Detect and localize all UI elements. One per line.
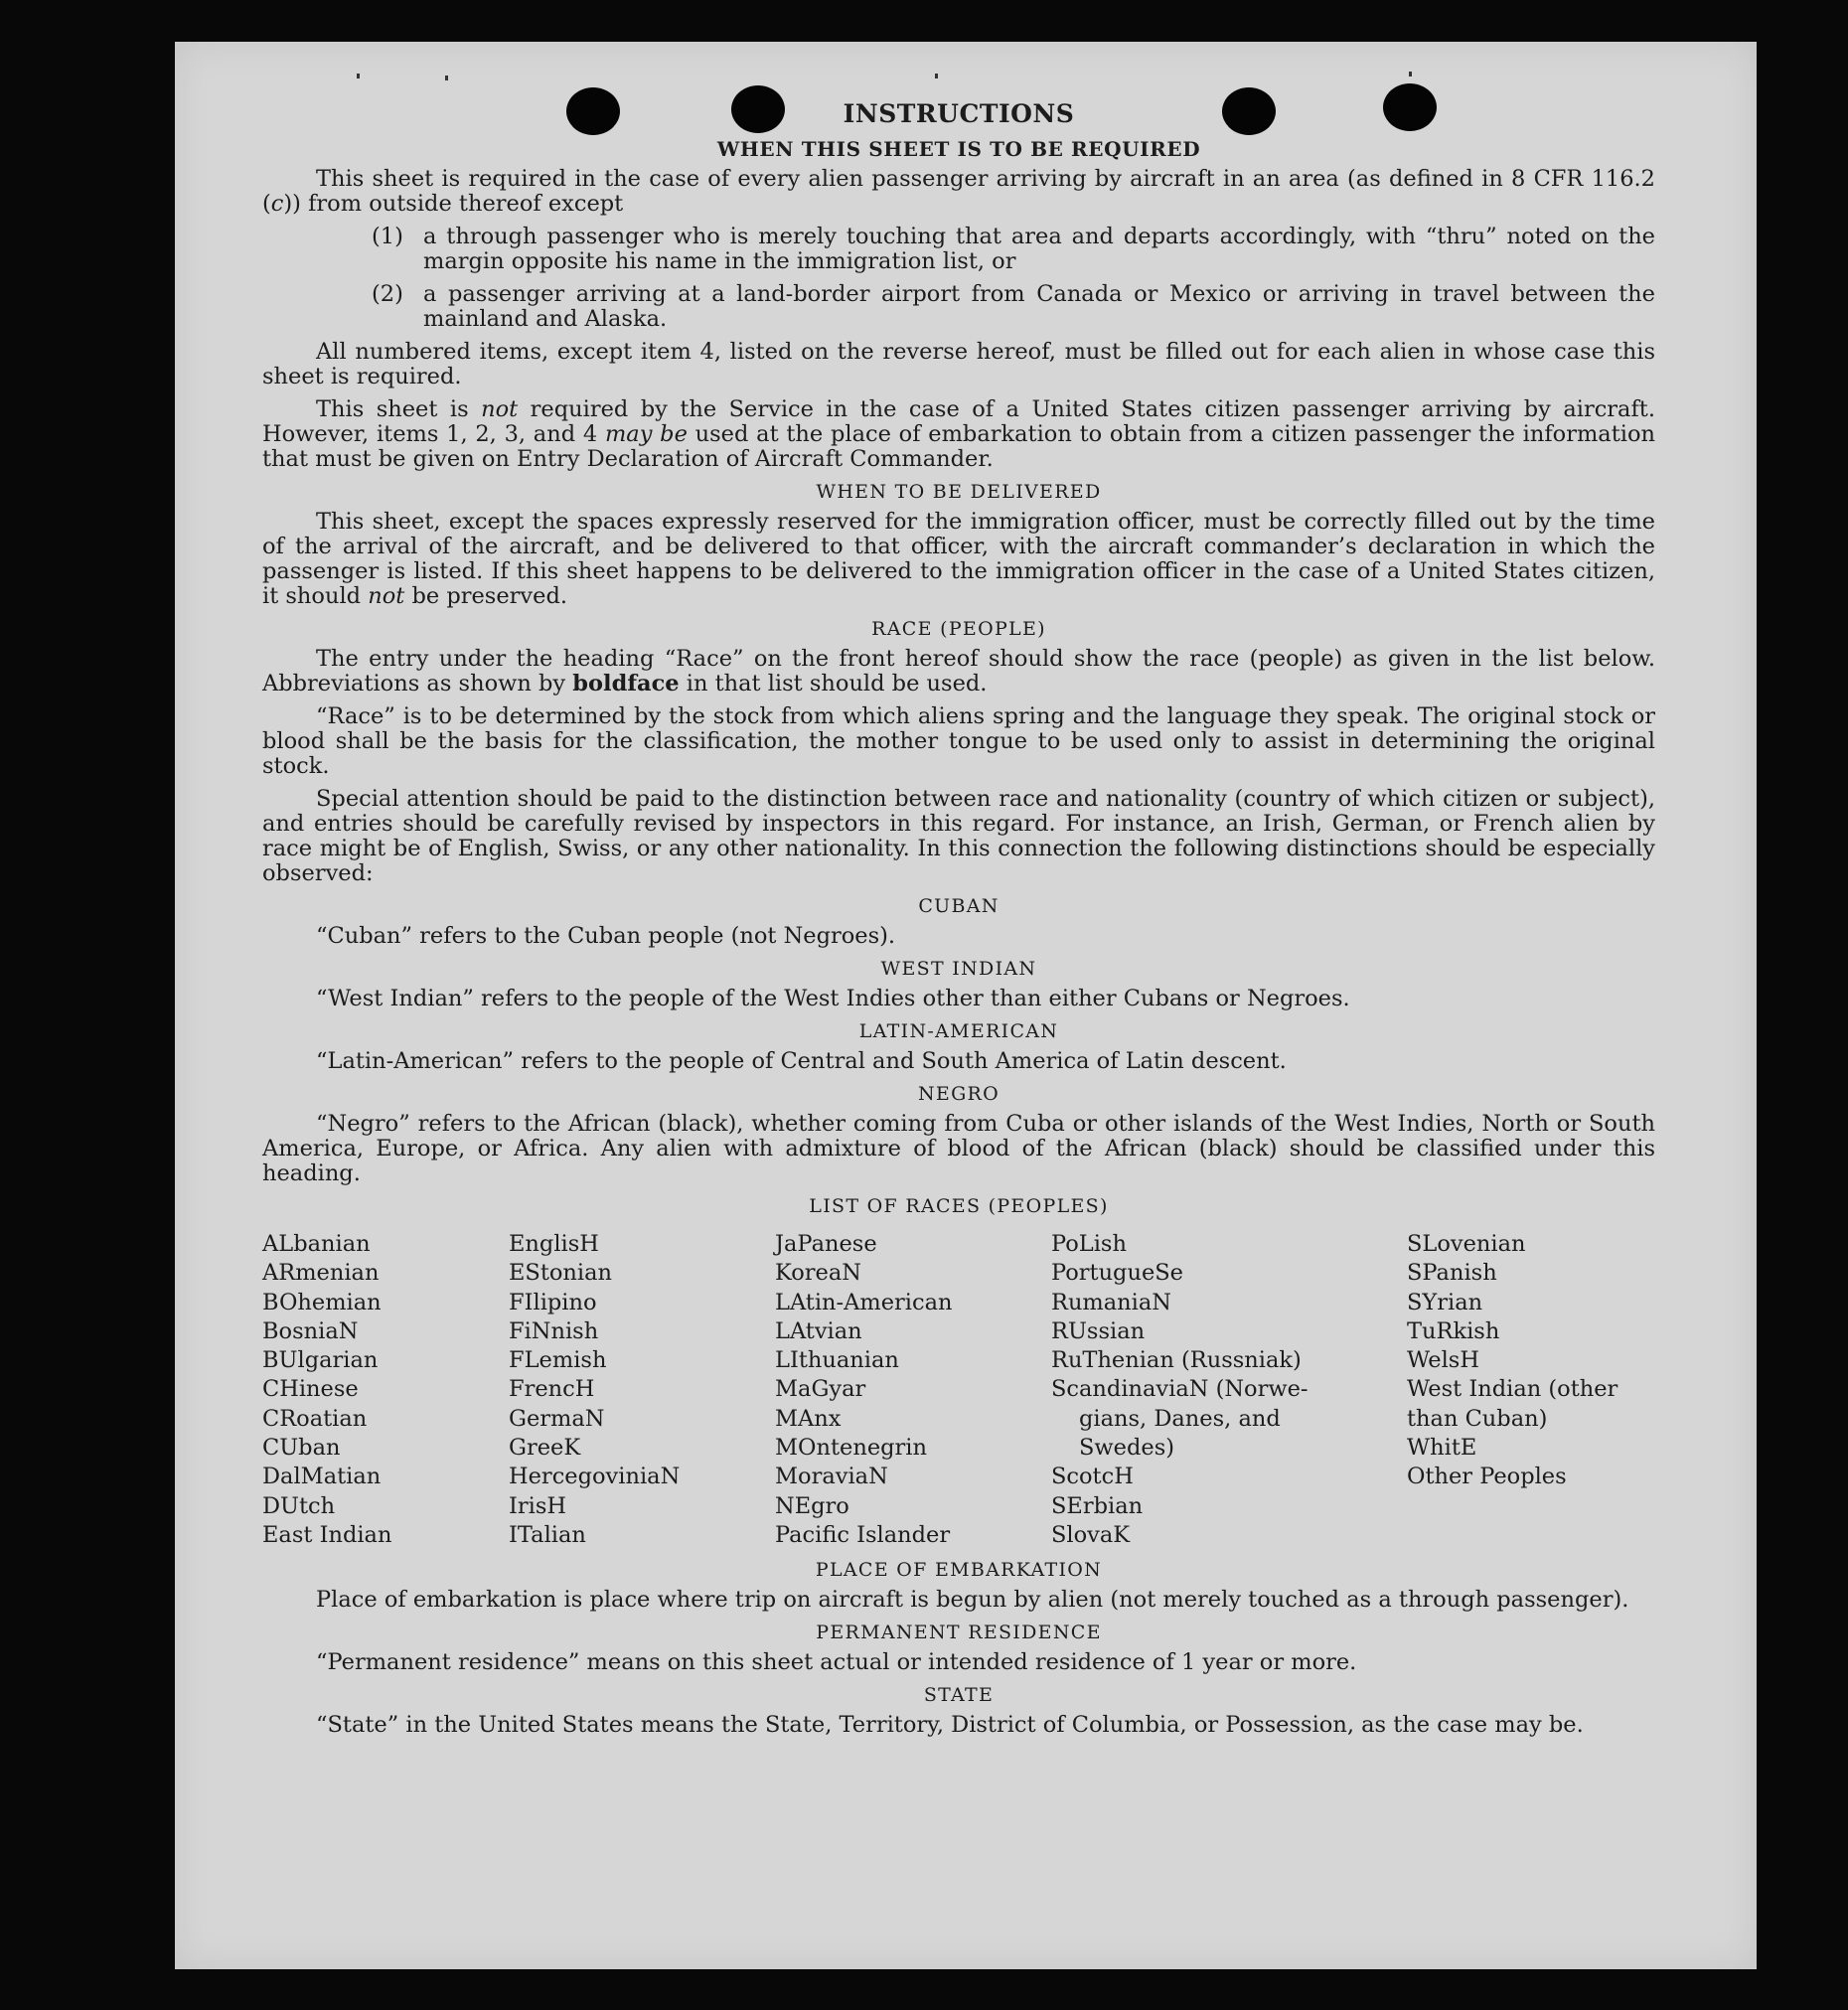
race-entry: JaPanese: [775, 1231, 877, 1257]
paper-speck: [445, 76, 448, 80]
race-entry: GermaN: [509, 1405, 605, 1432]
race-entry: EnglisH: [509, 1231, 599, 1257]
races-column: [1051, 1230, 1407, 1550]
document-page: [175, 42, 1757, 1969]
race-entry: LIthuanian: [775, 1347, 899, 1374]
section-heading-delivered: WHEN TO BE DELIVERED: [816, 481, 1102, 503]
paragraph: “Cuban” refers to the Cuban people (not Negroes).: [316, 923, 896, 949]
paragraph: “State” in the United States means the State, Territory, District of Columbia, or Possession, as the case may be.: [316, 1712, 1584, 1739]
section-heading-cuban: CUBAN: [918, 895, 1000, 917]
race-entry: BosniaN: [262, 1317, 359, 1344]
race-entry: HercegoviniaN: [509, 1464, 681, 1490]
paragraph: All numbered items, except item 4, listed on the reverse hereof, must be filled out for each alien in whose case this sheet is required.: [262, 339, 1655, 389]
race-entry: ITalian: [509, 1521, 586, 1548]
race-entry: FrencH: [509, 1376, 595, 1403]
paragraph: “Negro” refers to the African (black), whether coming from Cuba or other islands of the West Indies, North or South America, Europe, or Africa. Any alien with admixture of blood of the African (black) should be classified under this heading.: [262, 1111, 1655, 1186]
race-entry: TuRkish: [1407, 1317, 1500, 1344]
paragraph: “Permanent residence” means on this sheet actual or intended residence of 1 year or more.: [316, 1649, 1357, 1676]
instructions-body: [262, 99, 1655, 1746]
race-entry: MaGyar: [775, 1376, 866, 1403]
section-heading-races-list: LIST OF RACES (PEOPLES): [809, 1195, 1109, 1217]
race-entry: RUssian: [1051, 1317, 1146, 1344]
races-list: [262, 1230, 1655, 1550]
race-entry: BOhemian: [262, 1289, 382, 1315]
page-title: INSTRUCTIONS: [843, 99, 1075, 128]
races-column: [509, 1230, 775, 1550]
paragraph: “Latin-American” refers to the people of Central and South America of Latin descent.: [316, 1048, 1287, 1074]
paragraph: This sheet, except the spaces expressly reserved for the immigration officer, must be correctly filled out by the time of the arrival of the aircraft, and be delivered to that officer, with the aircraft commander’s declaration in which the passenger is listed. If this sheet happens to be delivered to the immigration officer in the case of a United States citizen, it should not be preserved.: [262, 509, 1655, 609]
paper-speck: [935, 74, 938, 78]
race-entry: WhitE: [1407, 1435, 1477, 1462]
race-entry: MoraviaN: [775, 1464, 888, 1490]
race-entry: LAtvian: [775, 1317, 862, 1344]
paragraph: “West Indian” refers to the people of the West Indies other than either Cubans or Negroes.: [316, 986, 1350, 1011]
paragraph: The entry under the heading “Race” on the front hereof should show the race (people) as given in the list below. Abbreviations as shown by boldface in that list should be used.: [262, 646, 1655, 696]
race-entry: LAtin-American: [775, 1289, 953, 1315]
race-entry: CUban: [262, 1435, 341, 1462]
section-heading-west-indian: WEST INDIAN: [880, 958, 1037, 980]
race-entry: SErbian: [1051, 1492, 1144, 1519]
section-heading-required: WHEN THIS SHEET IS TO BE REQUIRED: [716, 137, 1201, 161]
paper-speck: [357, 74, 360, 78]
races-column: [1407, 1230, 1655, 1550]
race-entry: PoLish: [1051, 1231, 1127, 1257]
race-entry: SPanish: [1407, 1260, 1497, 1287]
section-heading-state: STATE: [923, 1684, 995, 1707]
race-entry: East Indian: [262, 1521, 392, 1548]
race-entry: GreeK: [509, 1435, 581, 1462]
paragraph: “Race” is to be determined by the stock from which aliens spring and the language they speak. The original stock or blood shall be the basis for the classification, the mother tongue to be used only to assist in determining the original stock.: [262, 703, 1655, 779]
race-entry: Swedes): [1079, 1435, 1175, 1462]
race-entry: than Cuban): [1407, 1405, 1548, 1432]
races-column: [262, 1230, 509, 1550]
race-entry: ScandinaviaN (Norwe-: [1051, 1376, 1309, 1403]
race-entry: RuThenian (Russniak): [1051, 1347, 1302, 1374]
race-entry: BUlgarian: [262, 1347, 379, 1374]
race-entry: MOntenegrin: [775, 1435, 927, 1462]
paragraph: This sheet is required in the case of every alien passenger arriving by aircraft in an area (as defined in 8 CFR 116.2 (c)) from outside thereof except: [262, 166, 1655, 217]
list-item: (1) a through passenger who is merely touching that area and departs accordingly, with “thru” noted on the margin opposite his name in the immigration list, or: [372, 224, 1655, 274]
race-entry: DalMatian: [262, 1464, 382, 1490]
race-entry: CRoatian: [262, 1405, 368, 1432]
race-entry: MAnx: [775, 1405, 842, 1432]
section-heading-negro: NEGRO: [917, 1083, 1001, 1105]
race-entry: SYrian: [1407, 1289, 1483, 1315]
race-entry: FiNnish: [509, 1317, 599, 1344]
section-heading-latin-american: LATIN-AMERICAN: [858, 1020, 1059, 1042]
race-entry: Pacific Islander: [775, 1521, 951, 1548]
race-entry: FIlipino: [509, 1289, 597, 1315]
paragraph: Special attention should be paid to the distinction between race and nationality (country of which citizen or subject), and entries should be carefully revised by inspectors in this regard. For instance, an Irish, German, or French alien by race might be of English, Swiss, or any other nationality. In this connection the following distinctions should be especially observed:: [262, 786, 1655, 886]
paragraph: This sheet is not required by the Service in the case of a United States citizen passenger arriving by aircraft. However, items 1, 2, 3, and 4 may be used at the place of embarkation to obtain from a citizen passenger the information that must be given on Entry Declaration of Aircraft Commander.: [262, 396, 1655, 472]
races-column: [775, 1230, 1051, 1550]
paper-speck: [1409, 72, 1412, 77]
race-entry: CHinese: [262, 1376, 359, 1403]
section-heading-residence: PERMANENT RESIDENCE: [816, 1622, 1102, 1644]
race-entry: ARmenian: [262, 1260, 380, 1287]
section-heading-race: RACE (PEOPLE): [871, 618, 1046, 640]
section-heading-embarkation: PLACE OF EMBARKATION: [815, 1559, 1103, 1582]
race-entry: KoreaN: [775, 1260, 861, 1287]
paragraph: Place of embarkation is place where trip on aircraft is begun by alien (not merely touched as a through passenger).: [316, 1587, 1629, 1614]
race-entry: NEgro: [775, 1492, 849, 1519]
race-entry: SlovaK: [1051, 1521, 1131, 1548]
race-entry: gians, Danes, and: [1079, 1405, 1281, 1432]
race-entry: SLovenian: [1407, 1231, 1526, 1257]
race-entry: ALbanian: [262, 1231, 371, 1257]
race-entry: PortugueSe: [1051, 1260, 1184, 1287]
race-entry: West Indian (other: [1407, 1376, 1618, 1403]
race-entry: DUtch: [262, 1492, 336, 1519]
list-item: (2) a passenger arriving at a land-border airport from Canada or Mexico or arriving in travel between the mainland and Alaska.: [372, 281, 1655, 332]
race-entry: Other Peoples: [1407, 1464, 1567, 1490]
race-entry: RumaniaN: [1051, 1289, 1171, 1315]
race-entry: ScotcH: [1051, 1464, 1134, 1490]
race-entry: IrisH: [509, 1492, 567, 1519]
race-entry: EStonian: [509, 1260, 613, 1287]
race-entry: FLemish: [509, 1347, 607, 1374]
race-entry: WelsH: [1407, 1347, 1479, 1374]
